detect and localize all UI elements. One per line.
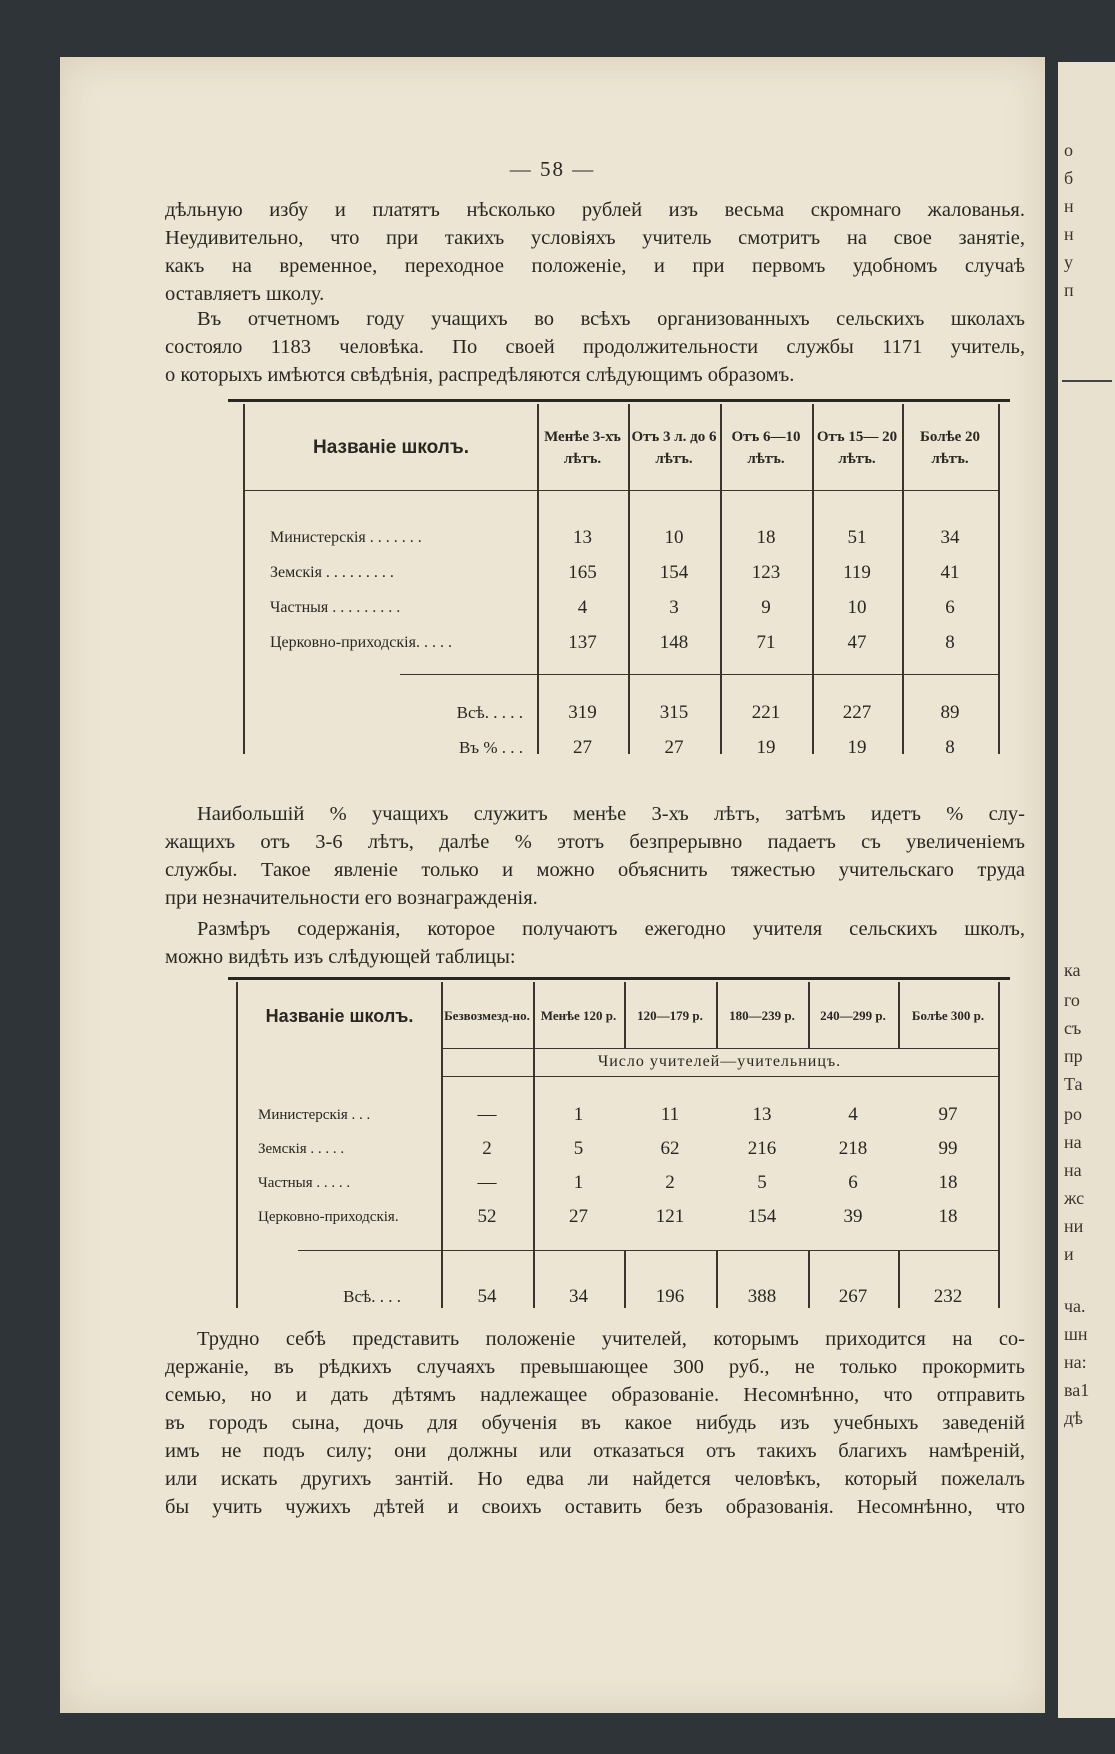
text-line: или искать другихъ зантій. Но едва ли найдется человѣкъ, который пожелалъ — [165, 1468, 1025, 1490]
table-2 — [238, 984, 998, 1316]
cell: 62 — [660, 1138, 680, 1159]
cell: 18 — [938, 1206, 958, 1227]
table-row — [238, 1200, 998, 1234]
cell: 3 — [669, 596, 679, 618]
text-line: службы. Такое явленіе только и можно объяснить тяжестью учительскаго труда — [165, 859, 1025, 881]
cell: 121 — [655, 1206, 685, 1227]
text-line: Размѣръ содержанія, которое получаютъ ежегодно учителя сельскихъ школъ, — [197, 918, 1025, 940]
cell: 1 — [573, 1104, 584, 1125]
table-row — [245, 590, 998, 625]
cell: 267 — [838, 1286, 868, 1307]
paragraph-3 — [165, 800, 1025, 912]
adjacent-page-text-fragment: Та — [1064, 1074, 1083, 1094]
adjacent-page-text-fragment: у — [1064, 252, 1073, 272]
table-1 — [245, 406, 998, 765]
cell: 4 — [848, 1104, 858, 1125]
table-1-top-rule — [228, 399, 1010, 402]
adjacent-page-text-fragment: на — [1064, 1132, 1082, 1152]
cell: 13 — [752, 1104, 772, 1125]
text-line: оставляетъ школу. — [165, 283, 325, 305]
column-header: 180—239 р. — [729, 1008, 795, 1023]
table-row — [238, 1132, 998, 1166]
table-row — [238, 1098, 998, 1132]
paragraph-2 — [165, 305, 1025, 389]
cell: 137 — [568, 631, 597, 653]
row-label: Въ % . . . — [458, 737, 523, 757]
cell: — — [477, 1104, 497, 1125]
text-line: дѣльную избу и платятъ нѣсколько рублей изъ весьма скромнаго жалованья. — [165, 199, 1025, 221]
adjacent-page-text-fragment: шн — [1064, 1324, 1088, 1344]
cell: 18 — [756, 526, 776, 548]
column-header-school: Названіе школъ. — [313, 437, 469, 458]
cell: 71 — [756, 631, 776, 653]
column-header: Отъ 15— 20 лѣтъ. — [816, 429, 898, 467]
text-line: бы учить чужихъ дѣтей и своихъ оставить безъ образованія. Несомнѣнно, что — [165, 1496, 1025, 1518]
row-label: Земскія . . . . . . . . . — [270, 563, 394, 581]
table-row — [245, 520, 998, 555]
adjacent-page-text-fragment: го — [1064, 990, 1080, 1010]
text-line: о которыхъ имѣются свѣдѣнія, распредѣляются слѣдующимъ образомъ. — [165, 364, 795, 386]
cell: 51 — [847, 526, 867, 548]
row-label: Земскія . . . . . — [258, 1140, 345, 1157]
paragraph-5 — [165, 1325, 1025, 1521]
adjacent-page-text-fragment: б — [1064, 168, 1074, 188]
cell: 221 — [751, 701, 781, 723]
cell: 5 — [573, 1138, 584, 1159]
cell: 315 — [659, 701, 689, 723]
column-header: Болѣе 20 лѣтъ. — [919, 429, 981, 467]
adjacent-page-text-fragment: дѣ — [1064, 1408, 1083, 1428]
cell: 18 — [938, 1172, 958, 1193]
row-label: Церковно-приходскія. . . . . — [270, 633, 452, 651]
cell: 10 — [847, 596, 867, 618]
paragraph-1 — [165, 196, 1025, 308]
cell: 27 — [569, 1206, 588, 1227]
text-line: какъ на временное, переходное положеніе, и при первомъ удобномъ случаѣ — [165, 255, 1025, 277]
cell: 27 — [664, 736, 684, 758]
column-header: 120—179 р. — [637, 1008, 703, 1023]
cell: 27 — [573, 736, 592, 758]
total-row — [245, 695, 998, 730]
table-subheader-row — [238, 1048, 998, 1076]
cell: 54 — [477, 1286, 497, 1307]
adjacent-page-text-fragment: ро — [1064, 1104, 1082, 1124]
text-line: состояло 1183 человѣка. По своей продолжительности службы 1171 учитель, — [165, 336, 1025, 358]
cell: 232 — [933, 1286, 963, 1307]
cell: 5 — [757, 1172, 767, 1193]
cell: 6 — [945, 596, 955, 618]
cell: 97 — [938, 1104, 958, 1125]
paragraph-4 — [165, 915, 1025, 971]
adjacent-page-text-fragment: н — [1064, 224, 1074, 244]
cell: 47 — [847, 631, 867, 653]
table-1-border — [998, 404, 1000, 754]
text-line: семью, но и дать дѣтямъ надлежащее образованіе. Несомнѣнно, что отправить — [165, 1384, 1025, 1406]
column-header: 240—299 р. — [820, 1008, 886, 1023]
adjacent-page-text-fragment: жс — [1064, 1188, 1085, 1208]
cell: 39 — [843, 1206, 863, 1227]
cell: 216 — [747, 1138, 777, 1159]
column-header: Болѣе 300 р. — [911, 1008, 985, 1023]
column-header: Менѣе 3-хъ лѣтъ. — [544, 429, 621, 467]
cell: 6 — [848, 1172, 858, 1193]
cell: 2 — [482, 1138, 492, 1159]
adjacent-page-text-fragment: п — [1064, 280, 1074, 300]
text-line: жащихъ отъ 3-6 лѣтъ, далѣе % этотъ безпрерывно падаетъ съ увеличеніемъ — [165, 831, 1025, 853]
adjacent-page-text-fragment: на — [1064, 1160, 1082, 1180]
column-header: Отъ 3 л. до 6 лѣтъ. — [631, 429, 717, 467]
table-2-border — [998, 982, 1000, 1308]
adjacent-page-text-fragment: на: — [1064, 1352, 1087, 1372]
cell: 99 — [938, 1138, 958, 1159]
text-line: можно видѣть изъ слѣдующей таблицы: — [165, 946, 516, 968]
cell: 52 — [477, 1206, 497, 1227]
text-line: держаніе, въ рѣдкихъ случаяхъ превышающее 300 руб., не только прокормить — [165, 1356, 1025, 1378]
cell: 388 — [747, 1286, 777, 1307]
row-label: Всѣ. . . . . — [456, 702, 523, 722]
total-row — [238, 1278, 998, 1316]
adjacent-page-text-fragment: ни — [1064, 1216, 1084, 1236]
cell: 1 — [573, 1172, 584, 1193]
adjacent-page-text-fragment: ча. — [1064, 1296, 1086, 1316]
page-number: — 58 — — [509, 157, 596, 181]
table-header-row — [238, 984, 998, 1048]
cell: 89 — [940, 701, 960, 723]
cell: 154 — [747, 1206, 777, 1227]
adjacent-page-edge — [1058, 62, 1115, 1718]
cell: 148 — [659, 631, 689, 653]
row-label: Частныя . . . . . — [258, 1174, 351, 1191]
row-label: Всѣ. . . . — [343, 1287, 401, 1306]
cell: 19 — [756, 736, 776, 758]
text-line: Неудивительно, что при такихъ условіяхъ учитель смотритъ на свое занятіе, — [165, 227, 1025, 249]
percent-row — [245, 730, 998, 765]
text-line: Наибольшій % учащихъ служитъ менѣе 3-хъ лѣтъ, затѣмъ идетъ % слу- — [197, 803, 1025, 825]
cell: 8 — [945, 736, 955, 758]
cell: 2 — [665, 1172, 675, 1193]
text-line: Въ отчетномъ году учащихъ во всѣхъ организованныхъ сельскихъ школахъ — [197, 308, 1025, 330]
text-line: имъ не подъ силу; они должны или отказаться отъ такихъ благихъ намѣреній, — [165, 1440, 1025, 1462]
row-label: Министерскія . . . . . . . — [270, 528, 422, 546]
cell: 11 — [660, 1104, 680, 1125]
table-header-row — [245, 406, 998, 490]
row-label: Частныя . . . . . . . . . — [270, 598, 401, 616]
cell: 19 — [847, 736, 867, 758]
column-header: Отъ 6—10 лѣтъ. — [731, 429, 801, 467]
cell: 8 — [945, 631, 955, 653]
cell: 218 — [838, 1138, 868, 1159]
cell: — — [477, 1172, 497, 1193]
adjacent-page-text-fragment: о — [1064, 140, 1073, 160]
cell: 154 — [659, 561, 689, 583]
text-line: при незначительности его вознагражденія. — [165, 887, 538, 909]
cell: 119 — [843, 561, 871, 583]
cell: 9 — [761, 596, 771, 618]
text-line: Трудно себѣ представить положеніе учителей, которымъ приходится на со- — [197, 1328, 1025, 1350]
column-header: Менѣе 120 р. — [540, 1008, 617, 1023]
cell: 13 — [573, 526, 592, 548]
cell: 41 — [940, 561, 960, 583]
subheader-label: Число учителей—учительницъ. — [597, 1053, 842, 1070]
cell: 123 — [751, 561, 781, 583]
adjacent-page-text-fragment: и — [1064, 1244, 1074, 1264]
column-header: Безвозмезд-но. — [444, 1008, 530, 1023]
adjacent-page-rule — [1062, 380, 1112, 382]
table-2-top-rule — [228, 977, 1010, 980]
text-line: въ городъ сына, дочь для обученія въ какое нибудь изъ учебныхъ заведеній — [165, 1412, 1025, 1434]
row-label: Церковно-приходскія. — [258, 1208, 399, 1225]
table-row — [245, 625, 998, 660]
cell: 34 — [940, 526, 960, 548]
adjacent-page-text-fragment: н — [1064, 196, 1074, 216]
adjacent-page-text-fragment: ка — [1064, 960, 1081, 980]
adjacent-page-text-fragment: пр — [1064, 1046, 1083, 1066]
cell: 4 — [577, 596, 588, 618]
cell: 227 — [842, 701, 872, 723]
cell: 319 — [568, 701, 597, 723]
table-row — [238, 1166, 998, 1200]
table-row — [245, 555, 998, 590]
adjacent-page-text-fragment: ва1 — [1064, 1380, 1090, 1400]
cell: 34 — [569, 1286, 588, 1307]
cell: 165 — [568, 561, 597, 583]
row-label: Министерскія . . . — [258, 1106, 371, 1123]
column-header-school: Названіе школъ. — [265, 1005, 414, 1026]
adjacent-page-text-fragment: съ — [1064, 1018, 1082, 1038]
cell: 10 — [664, 526, 684, 548]
cell: 196 — [655, 1286, 685, 1307]
